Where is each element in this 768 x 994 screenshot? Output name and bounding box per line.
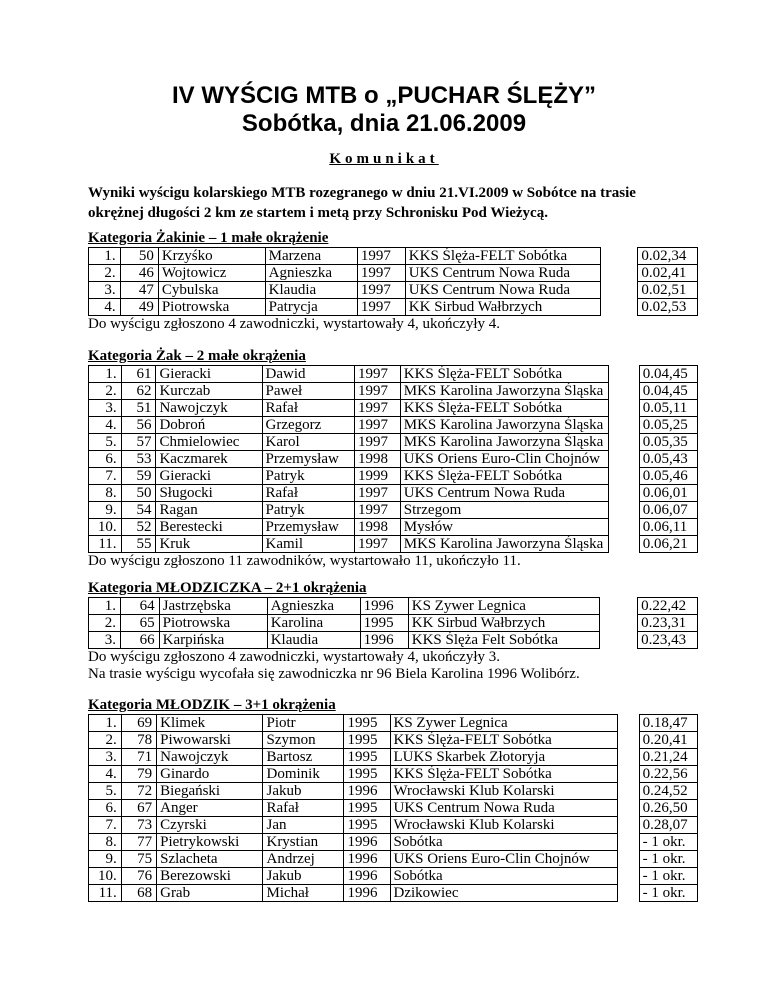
cell-first-name: Klaudia	[267, 632, 360, 649]
cell-bib-number: 61	[121, 366, 156, 383]
cell-bib-number: 49	[120, 299, 158, 316]
cell-birth-year: 1997	[355, 502, 401, 519]
cell-position: 10.	[89, 519, 122, 536]
cell-surname: Klimek	[157, 715, 263, 732]
cell-club: Mysłów	[400, 519, 608, 536]
cell-time: 0.05,46	[639, 468, 697, 485]
cell-gap	[599, 615, 638, 632]
cell-birth-year: 1997	[355, 434, 401, 451]
table-row	[89, 715, 698, 732]
cell-gap	[608, 502, 639, 519]
cell-first-name: Patryk	[262, 468, 355, 485]
results-table	[88, 365, 698, 553]
cell-surname: Grab	[157, 885, 263, 902]
cell-gap	[618, 766, 639, 783]
cell-club: KKS Ślęża-FELT Sobótka	[390, 732, 618, 749]
cell-position: 8.	[89, 834, 122, 851]
cell-time: 0.22,56	[639, 766, 697, 783]
cell-gap	[608, 434, 639, 451]
cell-bib-number: 65	[121, 615, 160, 632]
cell-time: - 1 okr.	[639, 885, 697, 902]
cell-surname: Piotrowska	[159, 615, 267, 632]
cell-birth-year: 1995	[344, 749, 390, 766]
cell-position: 4.	[89, 417, 122, 434]
cell-bib-number: 77	[121, 834, 156, 851]
table-row	[89, 536, 698, 553]
results-table	[88, 247, 698, 316]
cell-gap	[618, 885, 639, 902]
cell-gap	[608, 519, 639, 536]
cell-club: Dzikowiec	[390, 885, 618, 902]
category-note: Na trasie wyścigu wycofała się zawodniczka nr 96 Biela Karolina 1996 Wolibórz.	[88, 666, 580, 682]
cell-surname: Berezowski	[157, 868, 263, 885]
cell-surname: Wojtowicz	[158, 265, 265, 282]
cell-surname: Gieracki	[156, 468, 262, 485]
cell-club: Wrocławski Klub Kolarski	[390, 783, 618, 800]
cell-club: MKS Karolina Jaworzyna Śląska	[400, 536, 608, 553]
cell-position: 8.	[89, 485, 122, 502]
cell-club: KK Sirbud Wałbrzych	[405, 299, 600, 316]
cell-gap	[618, 732, 639, 749]
intro-paragraph: Wyniki wyścigu kolarskiego MTB rozegranego w dniu 21.VI.2009 w Sobótce na trasie okrężnej długości 2 km ze startem i metą przy Schronisku Pod Wieżycą.	[88, 185, 636, 221]
cell-surname: Ginardo	[157, 766, 263, 783]
cell-club: KKS Ślęża-FELT Sobótka	[400, 468, 608, 485]
table-row	[89, 383, 698, 400]
cell-time: 0.02,34	[638, 248, 698, 265]
cell-surname: Kaczmarek	[156, 451, 262, 468]
cell-time: 0.23,31	[638, 615, 698, 632]
cell-club: UKS Centrum Nowa Ruda	[405, 265, 600, 282]
cell-first-name: Grzegorz	[262, 417, 355, 434]
cell-surname: Kurczab	[156, 383, 262, 400]
cell-surname: Berestecki	[156, 519, 262, 536]
cell-club: KK Sirbud Wałbrzych	[408, 615, 599, 632]
table-row	[89, 299, 698, 316]
cell-first-name: Andrzej	[263, 851, 344, 868]
cell-club: KKS Ślęża-FELT Sobótka	[400, 366, 608, 383]
cell-birth-year: 1997	[357, 265, 405, 282]
cell-bib-number: 66	[121, 632, 160, 649]
cell-bib-number: 51	[121, 400, 156, 417]
cell-surname: Czyrski	[157, 817, 263, 834]
cell-position: 5.	[89, 783, 122, 800]
cell-birth-year: 1996	[360, 598, 408, 615]
category-notes	[88, 649, 698, 683]
cell-birth-year: 1995	[344, 715, 390, 732]
cell-club: KS Zywer Legnica	[390, 715, 618, 732]
cell-birth-year: 1997	[357, 282, 405, 299]
cell-time: - 1 okr.	[639, 851, 697, 868]
cell-birth-year: 1997	[355, 383, 401, 400]
cell-gap	[618, 817, 639, 834]
cell-bib-number: 72	[121, 783, 156, 800]
results-table	[88, 714, 698, 902]
cell-time: 0.28,07	[639, 817, 697, 834]
cell-first-name: Piotr	[263, 715, 344, 732]
cell-gap	[618, 749, 639, 766]
cell-time: 0.05,11	[639, 400, 697, 417]
cell-position: 9.	[89, 502, 122, 519]
cell-bib-number: 52	[121, 519, 156, 536]
table-row	[89, 632, 698, 649]
cell-birth-year: 1995	[344, 766, 390, 783]
cell-position: 3.	[89, 749, 122, 766]
cell-club: Strzegom	[400, 502, 608, 519]
cell-birth-year: 1997	[355, 536, 401, 553]
cell-time: 0.22,42	[638, 598, 698, 615]
cell-first-name: Dawid	[262, 366, 355, 383]
cell-surname: Biegański	[157, 783, 263, 800]
cell-bib-number: 57	[121, 434, 156, 451]
cell-bib-number: 50	[120, 248, 158, 265]
cell-gap	[600, 282, 638, 299]
cell-time: 0.24,52	[639, 783, 697, 800]
cell-bib-number: 64	[121, 598, 160, 615]
table-row	[89, 732, 698, 749]
cell-surname: Pietrykowski	[157, 834, 263, 851]
cell-position: 11.	[89, 885, 122, 902]
cell-gap	[618, 834, 639, 851]
cell-time: 0.18,47	[639, 715, 697, 732]
cell-club: UKS Oriens Euro-Clin Chojnów	[400, 451, 608, 468]
table-row	[89, 502, 698, 519]
cell-surname: Karpińska	[159, 632, 267, 649]
cell-bib-number: 76	[121, 868, 156, 885]
cell-birth-year: 1997	[355, 400, 401, 417]
cell-surname: Gieracki	[156, 366, 262, 383]
cell-first-name: Przemysław	[262, 451, 355, 468]
cell-position: 2.	[89, 383, 122, 400]
cell-surname: Nawojczyk	[157, 749, 263, 766]
cell-birth-year: 1997	[357, 299, 405, 316]
cell-position: 10.	[89, 868, 122, 885]
cell-club: KS Zywer Legnica	[408, 598, 599, 615]
cell-time: - 1 okr.	[639, 868, 697, 885]
cell-bib-number: 75	[121, 851, 156, 868]
category-title: Kategoria MŁODZIK – 3+1 okrążenia	[88, 697, 336, 713]
category-title: Kategoria Żak – 2 małe okrążenia	[88, 348, 306, 364]
table-row	[89, 282, 698, 299]
cell-gap	[608, 417, 639, 434]
cell-surname: Sługocki	[156, 485, 262, 502]
cell-position: 3.	[89, 400, 122, 417]
cell-surname: Szlacheta	[157, 851, 263, 868]
category-title: Kategoria Żakinie – 1 małe okrążenie	[88, 230, 329, 246]
results-table	[88, 597, 698, 649]
cell-surname: Piotrowska	[158, 299, 265, 316]
table-row	[89, 434, 698, 451]
table-row	[89, 749, 698, 766]
cell-first-name: Marzena	[265, 248, 357, 265]
cell-first-name: Rafał	[262, 485, 355, 502]
category-zakinie	[88, 230, 698, 333]
cell-time: 0.04,45	[639, 383, 697, 400]
cell-surname: Krzyśko	[158, 248, 265, 265]
category-title: Kategoria MŁODZICZKA – 2+1 okrążenia	[88, 580, 367, 596]
cell-bib-number: 53	[121, 451, 156, 468]
category-note: Do wyścigu zgłoszono 4 zawodniczki, wystartowały 4, ukończyły 3.	[88, 649, 500, 665]
cell-birth-year: 1999	[355, 468, 401, 485]
cell-time: 0.02,53	[638, 299, 698, 316]
category-notes	[88, 553, 698, 570]
cell-first-name: Kamil	[262, 536, 355, 553]
cell-time: 0.05,35	[639, 434, 697, 451]
cell-gap	[608, 485, 639, 502]
cell-first-name: Patryk	[262, 502, 355, 519]
cell-bib-number: 68	[121, 885, 156, 902]
cell-birth-year: 1997	[355, 485, 401, 502]
cell-first-name: Klaudia	[265, 282, 357, 299]
cell-position: 9.	[89, 851, 122, 868]
cell-time: 0.05,43	[639, 451, 697, 468]
cell-first-name: Bartosz	[263, 749, 344, 766]
cell-first-name: Jan	[263, 817, 344, 834]
cell-first-name: Agnieszka	[267, 598, 360, 615]
cell-position: 6.	[89, 451, 122, 468]
category-note: Do wyścigu zgłoszono 4 zawodniczki, wystartowały 4, ukończyły 4.	[88, 316, 500, 332]
cell-position: 2.	[89, 732, 122, 749]
cell-birth-year: 1996	[360, 632, 408, 649]
cell-first-name: Jakub	[263, 868, 344, 885]
cell-surname: Chmielowiec	[156, 434, 262, 451]
cell-position: 3.	[89, 282, 121, 299]
cell-time: 0.06,21	[639, 536, 697, 553]
cell-club: KKS Ślęża-FELT Sobótka	[390, 766, 618, 783]
cell-first-name: Karolina	[267, 615, 360, 632]
cell-time: 0.05,25	[639, 417, 697, 434]
cell-first-name: Rafał	[263, 800, 344, 817]
cell-birth-year: 1996	[344, 885, 390, 902]
cell-birth-year: 1995	[344, 732, 390, 749]
document-title: IV WYŚCIG MTB o „PUCHAR ŚLĘŻY”	[171, 82, 596, 109]
cell-first-name: Karol	[262, 434, 355, 451]
cell-position: 1.	[89, 715, 122, 732]
table-row	[89, 485, 698, 502]
cell-club: KKS Ślęża-FELT Sobótka	[405, 248, 600, 265]
cell-club: Sobótka	[390, 834, 618, 851]
table-row	[89, 265, 698, 282]
cell-bib-number: 46	[120, 265, 158, 282]
cell-bib-number: 78	[121, 732, 156, 749]
table-row	[89, 817, 698, 834]
table-row	[89, 868, 698, 885]
cell-club: UKS Centrum Nowa Ruda	[405, 282, 600, 299]
cell-surname: Piwowarski	[157, 732, 263, 749]
cell-gap	[599, 598, 638, 615]
table-row	[89, 598, 698, 615]
cell-first-name: Dominik	[263, 766, 344, 783]
cell-position: 6.	[89, 800, 122, 817]
table-row	[89, 851, 698, 868]
table-row	[89, 783, 698, 800]
cell-first-name: Przemysław	[262, 519, 355, 536]
cell-position: 11.	[89, 536, 122, 553]
cell-bib-number: 69	[121, 715, 156, 732]
table-row	[89, 451, 698, 468]
cell-birth-year: 1997	[357, 248, 405, 265]
cell-position: 1.	[89, 248, 121, 265]
table-row	[89, 519, 698, 536]
cell-gap	[618, 868, 639, 885]
cell-bib-number: 55	[121, 536, 156, 553]
cell-birth-year: 1996	[344, 851, 390, 868]
cell-surname: Jastrzębska	[159, 598, 267, 615]
document-subtitle: Sobótka, dnia 21.06.2009	[241, 110, 527, 137]
cell-time: 0.21,24	[639, 749, 697, 766]
cell-gap	[608, 451, 639, 468]
cell-birth-year: 1996	[344, 868, 390, 885]
table-row	[89, 800, 698, 817]
table-row	[89, 885, 698, 902]
cell-bib-number: 79	[121, 766, 156, 783]
cell-gap	[600, 265, 638, 282]
cell-time: 0.04,45	[639, 366, 697, 383]
cell-position: 4.	[89, 299, 121, 316]
table-row	[89, 366, 698, 383]
cell-position: 1.	[89, 366, 122, 383]
cell-birth-year: 1996	[344, 834, 390, 851]
cell-club: Wrocławski Klub Kolarski	[390, 817, 618, 834]
cell-time: 0.06,01	[639, 485, 697, 502]
cell-club: MKS Karolina Jaworzyna Śląska	[400, 434, 608, 451]
cell-surname: Anger	[157, 800, 263, 817]
cell-bib-number: 67	[121, 800, 156, 817]
cell-surname: Kruk	[156, 536, 262, 553]
cell-birth-year: 1995	[344, 800, 390, 817]
cell-first-name: Rafał	[262, 400, 355, 417]
cell-gap	[608, 366, 639, 383]
cell-bib-number: 50	[121, 485, 156, 502]
cell-bib-number: 71	[121, 749, 156, 766]
cell-gap	[618, 800, 639, 817]
cell-position: 2.	[89, 615, 121, 632]
cell-first-name: Jakub	[263, 783, 344, 800]
cell-birth-year: 1995	[344, 817, 390, 834]
cell-gap	[608, 400, 639, 417]
cell-time: 0.06,07	[639, 502, 697, 519]
cell-club: LUKS Skarbek Złotoryja	[390, 749, 618, 766]
cell-position: 7.	[89, 817, 122, 834]
cell-position: 4.	[89, 766, 122, 783]
cell-position: 5.	[89, 434, 122, 451]
cell-bib-number: 47	[120, 282, 158, 299]
cell-position: 3.	[89, 632, 121, 649]
cell-club: UKS Centrum Nowa Ruda	[390, 800, 618, 817]
table-row	[89, 615, 698, 632]
cell-first-name: Paweł	[262, 383, 355, 400]
cell-surname: Ragan	[156, 502, 262, 519]
cell-time: 0.06,11	[639, 519, 697, 536]
table-row	[89, 834, 698, 851]
cell-position: 1.	[89, 598, 121, 615]
cell-club: KKS Ślęża Felt Sobótka	[408, 632, 599, 649]
cell-gap	[599, 632, 638, 649]
cell-club: KKS Ślęża-FELT Sobótka	[400, 400, 608, 417]
cell-birth-year: 1997	[355, 366, 401, 383]
cell-gap	[608, 383, 639, 400]
cell-first-name: Michał	[263, 885, 344, 902]
cell-time: 0.23,43	[638, 632, 698, 649]
cell-birth-year: 1996	[344, 783, 390, 800]
cell-gap	[600, 299, 638, 316]
cell-first-name: Krystian	[263, 834, 344, 851]
cell-gap	[608, 468, 639, 485]
category-zak	[88, 348, 698, 570]
cell-surname: Nawojczyk	[156, 400, 262, 417]
cell-first-name: Szymon	[263, 732, 344, 749]
cell-position: 2.	[89, 265, 121, 282]
cell-time: 0.02,51	[638, 282, 698, 299]
cell-gap	[608, 536, 639, 553]
cell-gap	[618, 715, 639, 732]
cell-time: - 1 okr.	[639, 834, 697, 851]
cell-club: UKS Centrum Nowa Ruda	[400, 485, 608, 502]
cell-club: UKS Oriens Euro-Clin Chojnów	[390, 851, 618, 868]
table-row	[89, 248, 698, 265]
komunikat-heading: Komunikat	[329, 151, 439, 167]
cell-birth-year: 1997	[355, 417, 401, 434]
cell-first-name: Agnieszka	[265, 265, 357, 282]
cell-birth-year: 1998	[355, 519, 401, 536]
cell-time: 0.02,41	[638, 265, 698, 282]
cell-club: Sobótka	[390, 868, 618, 885]
cell-first-name: Patrycja	[265, 299, 357, 316]
category-mlodzik	[88, 697, 698, 902]
cell-bib-number: 73	[121, 817, 156, 834]
cell-gap	[618, 851, 639, 868]
cell-position: 7.	[89, 468, 122, 485]
cell-bib-number: 56	[121, 417, 156, 434]
cell-surname: Cybulska	[158, 282, 265, 299]
cell-surname: Dobroń	[156, 417, 262, 434]
table-row	[89, 468, 698, 485]
cell-time: 0.26,50	[639, 800, 697, 817]
cell-club: MKS Karolina Jaworzyna Śląska	[400, 383, 608, 400]
cell-bib-number: 62	[121, 383, 156, 400]
table-row	[89, 400, 698, 417]
category-note: Do wyścigu zgłoszono 11 zawodników, wystartowało 11, ukończyło 11.	[88, 553, 521, 569]
cell-club: MKS Karolina Jaworzyna Śląska	[400, 417, 608, 434]
table-row	[89, 417, 698, 434]
category-mlodziczka	[88, 580, 698, 683]
cell-birth-year: 1998	[355, 451, 401, 468]
cell-birth-year: 1995	[360, 615, 408, 632]
category-notes	[88, 316, 698, 333]
cell-gap	[600, 248, 638, 265]
cell-bib-number: 59	[121, 468, 156, 485]
table-row	[89, 766, 698, 783]
cell-gap	[618, 783, 639, 800]
cell-time: 0.20,41	[639, 732, 697, 749]
cell-bib-number: 54	[121, 502, 156, 519]
